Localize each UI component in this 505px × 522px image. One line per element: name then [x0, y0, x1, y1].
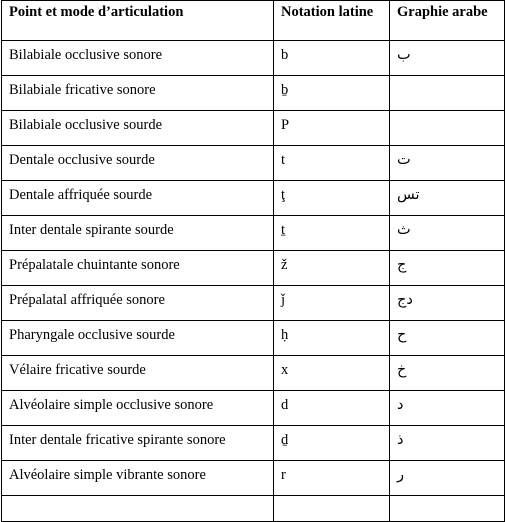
cell-point: Bilabiale occlusive sonore — [2, 41, 274, 76]
cell-latin: r — [274, 461, 390, 496]
cell-latin: ţ — [274, 181, 390, 216]
cell-arabic: ر — [390, 461, 505, 496]
table-header — [2, 1, 505, 41]
table-body — [2, 41, 505, 522]
header-point-articulation: Point et mode d’articulation — [2, 1, 274, 41]
cell-point: Pharyngale occlusive sourde — [2, 321, 274, 356]
cell-arabic: ب — [390, 41, 505, 76]
cell-point: Prépalatal affriquée sonore — [2, 286, 274, 321]
cell-arabic: ج — [390, 251, 505, 286]
cell-arabic — [390, 496, 505, 522]
cell-point: Dentale occlusive sourde — [2, 146, 274, 181]
table-row — [2, 356, 505, 391]
header-row — [2, 1, 505, 41]
cell-point: Alvéolaire simple vibrante sonore — [2, 461, 274, 496]
cell-point: Bilabiale occlusive sourde — [2, 111, 274, 146]
table-row — [2, 111, 505, 146]
cell-point: Prépalatale chuintante sonore — [2, 251, 274, 286]
cell-point: Dentale affriquée sourde — [2, 181, 274, 216]
cell-latin: ḥ — [274, 321, 390, 356]
cell-latin: d — [274, 391, 390, 426]
table-row — [2, 426, 505, 461]
cell-latin — [274, 496, 390, 522]
table-row — [2, 181, 505, 216]
cell-latin: ž — [274, 251, 390, 286]
table-row — [2, 461, 505, 496]
cell-point: Bilabiale fricative sonore — [2, 76, 274, 111]
cell-latin: x — [274, 356, 390, 391]
cell-latin: b — [274, 41, 390, 76]
cell-latin: ḇ — [274, 76, 390, 111]
table-row — [2, 146, 505, 181]
cell-latin: ṯ — [274, 216, 390, 251]
articulation-table — [1, 0, 505, 522]
table-row — [2, 41, 505, 76]
cell-latin: t — [274, 146, 390, 181]
cell-arabic: ذ — [390, 426, 505, 461]
table-row — [2, 496, 505, 522]
table-row — [2, 391, 505, 426]
cell-arabic — [390, 111, 505, 146]
cell-arabic: ث — [390, 216, 505, 251]
cell-point: Inter dentale spirante sourde — [2, 216, 274, 251]
cell-arabic: ح — [390, 321, 505, 356]
cell-latin: P — [274, 111, 390, 146]
cell-point: Vélaire fricative sourde — [2, 356, 274, 391]
cell-arabic: د — [390, 391, 505, 426]
cell-point: Alvéolaire simple occlusive sonore — [2, 391, 274, 426]
cell-arabic: دج — [390, 286, 505, 321]
cell-arabic — [390, 76, 505, 111]
cell-latin: ǰ — [274, 286, 390, 321]
cell-arabic: خ — [390, 356, 505, 391]
table-row — [2, 321, 505, 356]
cell-arabic: تس — [390, 181, 505, 216]
header-graphie-arabe: Graphie arabe — [390, 1, 505, 41]
cell-latin: ḏ — [274, 426, 390, 461]
cell-arabic: ت — [390, 146, 505, 181]
table-row — [2, 76, 505, 111]
cell-point: Inter dentale fricative spirante sonore — [2, 426, 274, 461]
header-notation-latine: Notation latine — [274, 1, 390, 41]
table-row — [2, 251, 505, 286]
table-row — [2, 286, 505, 321]
cell-point — [2, 496, 274, 522]
table-row — [2, 216, 505, 251]
